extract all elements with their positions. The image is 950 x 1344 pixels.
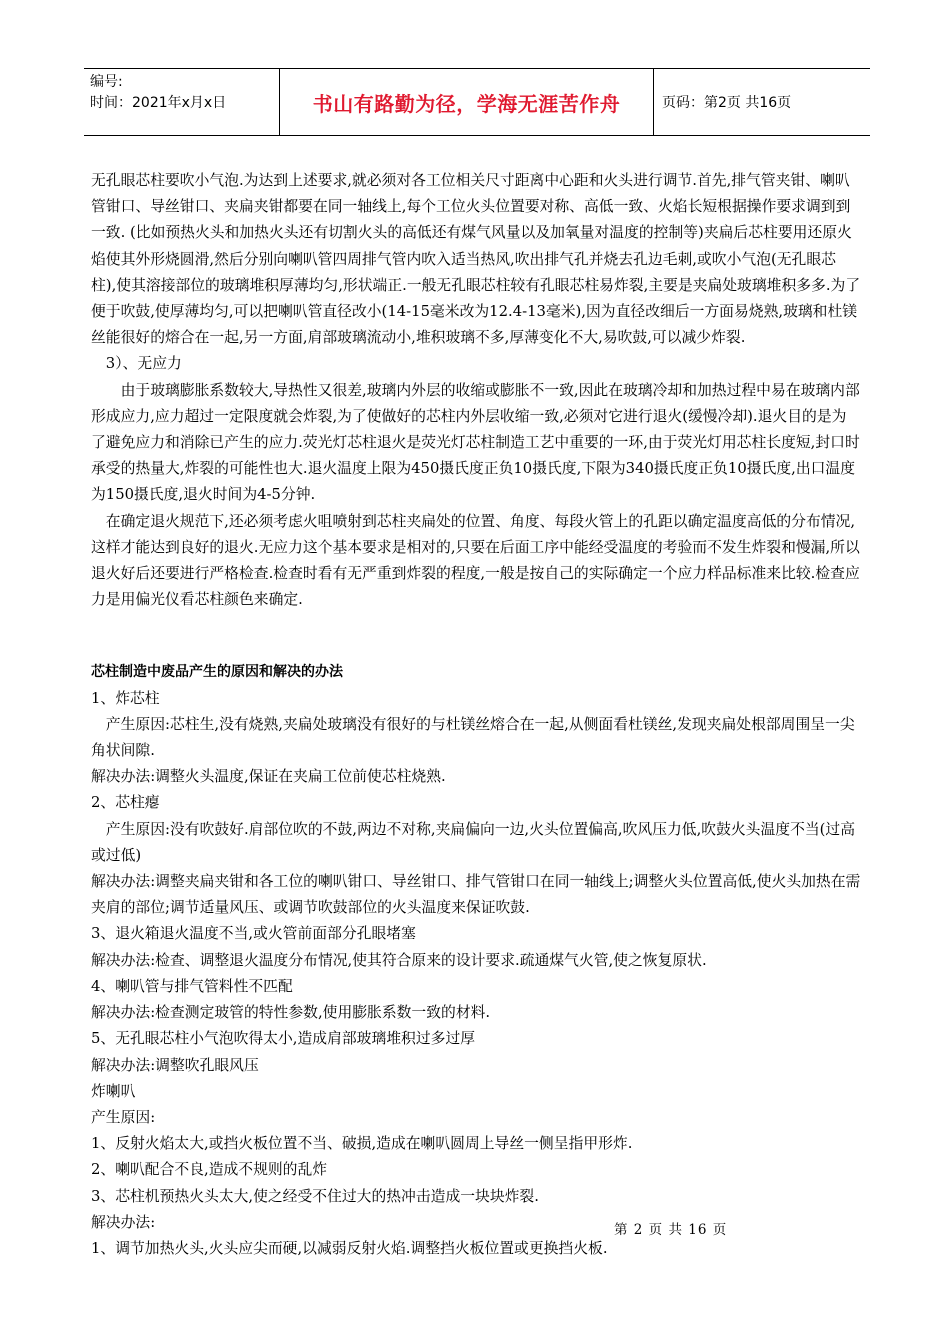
paragraph: 解决办法: <box>91 1213 156 1231</box>
paragraph: 由于玻璃膨胀系数较大,导热性又很差,玻璃内外层的收缩或膨胀不一致,因此在玻璃冷却和加热过程中易在玻璃内部形成应力,应力超过一定限度就会炸裂,为了使做好的芯柱内外层收缩一致,必须对它进行退火(缓慢冷却).退火目的是为了避免应力和消除已产生的应力.荧光灯芯柱退火是荧光灯芯柱制造工艺中重要的一环,由于荧光灯用芯柱长度短,封口时承受的热量大,炸裂的可能性也大.退火温度上限为450摄氏度正负10摄氏度,下限为340摄氏度正负10摄氏度,出口温度为150摄氏度,退火时间为4-5分钟. <box>91 381 860 504</box>
paragraph: 无孔眼芯柱要吹小气泡.为达到上述要求,就必须对各工位相关尺寸距离中心距和火头进行调节.首先,排气管夹钳、喇叭管钳口、导丝钳口、夹扁夹钳都要在同一轴线上,每个工位火头位置要对称、高低一致、火焰长短根据操作要求调到到一致. (比如预热火头和加热火头还有切割火头的高低还有煤气风量以及加氧量对温度的控制等)夹扁后芯柱要用还原火焰使其外形烧圆滑,然后分别向喇叭管四周排气管内吹入适当热风,吹出排气孔并烧去孔边毛刺,或吹小气泡(无孔眼芯柱),使其溶接部位的玻璃堆积厚薄均匀,形状端正.一般无孔眼芯柱较有孔眼芯柱易炸裂,主要是夹扁处玻璃堆积多多.为了便于吹鼓,使厚薄均匀,可以把喇叭管直径改小(14-15毫米改为12.4-13毫米),因为直径改细后一方面易烧熟,玻璃和杜镁丝能很好的熔合在一起,另一方面,肩部玻璃流动小,堆积玻璃不多,厚薄变化不大,易吹鼓,可以减少炸裂. <box>91 172 861 347</box>
paragraph: 产生原因:没有吹鼓好.肩部位吹的不鼓,两边不对称,夹扁偏向一边,火头位置偏高,吹风压力低,吹鼓火头温度不当(过高或过低) <box>91 820 856 864</box>
motto-text: 书山有路勤为径，学海无涯苦作舟 <box>312 91 621 116</box>
body-content <box>91 168 861 1262</box>
list-item: 2、芯柱瘪 <box>91 794 160 812</box>
paragraph: 产生原因: <box>91 1108 156 1126</box>
paragraph: 解决办法:检查、调整退火温度分布情况,使其符合原来的设计要求.疏通煤气火管,使之恢复原状. <box>91 951 707 969</box>
paragraph: 解决办法:调整夹扁夹钳和各工位的喇叭钳口、导丝钳口、排气管钳口在同一轴线上;调整火头位置高低,使火头加热在需夹肩的部位;调节适量风压、或调节吹鼓部位的火头温度来保证吹鼓. <box>91 873 861 917</box>
paragraph: 解决办法:检查测定玻管的特性参数,使用膨胀系数一致的材料. <box>91 1004 491 1022</box>
page-header <box>84 68 870 136</box>
paragraph: 解决办法:调整吹孔眼风压 <box>91 1056 259 1074</box>
section-heading: 3）、无应力 <box>105 355 182 373</box>
list-item: 2、喇叭配合不良,造成不规则的乱炸 <box>91 1161 328 1179</box>
code-label: 编号: <box>90 74 123 90</box>
spacer <box>91 613 861 659</box>
list-item: 3、退火箱退火温度不当,或火管前面部分孔眼堵塞 <box>91 925 416 943</box>
list-item: 1、反射火焰太大,或挡火板位置不当、破损,造成在喇叭圆周上导丝一侧呈指甲形炸. <box>91 1135 633 1153</box>
paragraph: 在确定退火规范下,还必须考虑火咀喷射到芯柱夹扁处的位置、角度、每段火管上的孔距以确定温度高低的分布情况,这样才能达到良好的退火.无应力这个基本要求是相对的,只要在后面工序中能经受温度的考验而不发生炸裂和慢漏,所以退火好后还要进行严格检查.检查时看有无严重到炸裂的程度,一般是按自己的实际确定一个应力样品标准来比较.检查应力是用偏光仪看芯柱颜色来确定. <box>91 512 860 609</box>
paragraph: 产生原因:芯柱生,没有烧熟,夹扁处玻璃没有很好的与杜镁丝熔合在一起,从侧面看杜镁丝,发现夹扁处根部周围呈一尖角状间隙. <box>91 715 855 760</box>
list-item: 1、调节加热火头,火头应尖而硬,以减弱反射火焰.调整挡火板位置或更换挡火板. <box>91 1239 608 1257</box>
paragraph: 解决办法:调整火头温度,保证在夹扁工位前使芯柱烧熟. <box>91 768 446 786</box>
list-item: 3、芯柱机预热火头太大,使之经受不住过大的热冲击造成一块块炸裂. <box>91 1187 539 1205</box>
list-item: 1、炸芯柱 <box>91 689 160 707</box>
header-page-info-cell <box>654 69 870 135</box>
header-meta <box>84 69 280 135</box>
page-info: 页码：第2页 共16页 <box>662 95 792 111</box>
page-footer: 第 2 页 共 16 页 <box>614 1222 728 1238</box>
list-item: 4、喇叭管与排气管料性不匹配 <box>91 977 293 995</box>
section-title: 芯柱制造中废品产生的原因和解决的办法 <box>91 664 343 681</box>
header-motto-cell <box>280 69 654 135</box>
time-label: 时间：2021年x月x日 <box>90 95 227 111</box>
list-item: 5、无孔眼芯柱小气泡吹得太小,造成肩部玻璃堆积过多过厚 <box>91 1030 476 1048</box>
subheading: 炸喇叭 <box>91 1082 136 1100</box>
